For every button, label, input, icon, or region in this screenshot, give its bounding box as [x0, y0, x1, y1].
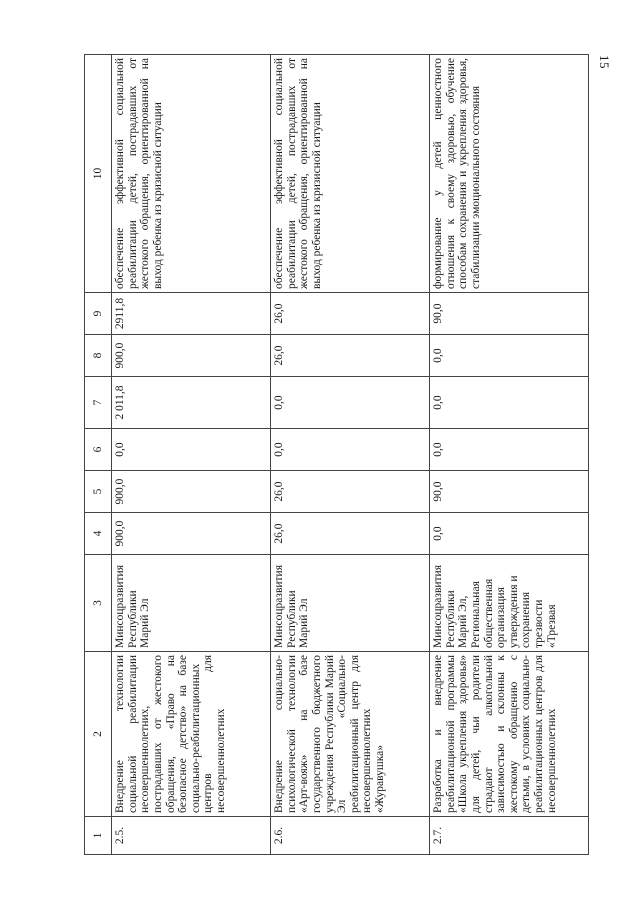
expected-result: формирование у детей ценностного отношения к своему здоровью, обучение способам сохранения и укрепления здоровья, стабилизации эмоционального состояния	[430, 55, 589, 293]
column-header: 2	[85, 652, 112, 817]
executor: Минсоцразвития Республики Марий Эл	[112, 555, 271, 652]
column-header: 6	[85, 429, 112, 471]
program-table	[84, 54, 589, 855]
column-header: 1	[85, 817, 112, 855]
measure-description: Внедрение социально-психологической технологии «Арт-вояж» на базе государственного бюджетного учреждения Республики Марий Эл «Социально-реабилитационный центр для несовершеннолетних «Журавушка»	[271, 652, 430, 817]
value-cell: 0,0	[112, 429, 271, 471]
table-row	[430, 55, 589, 855]
value-cell: 900,0	[112, 335, 271, 377]
header-row	[85, 55, 112, 855]
value-cell: 0,0	[271, 429, 430, 471]
value-cell: 0,0	[430, 335, 589, 377]
measure-description: Внедрение технологии социальной реабилитации несовершеннолетних, пострадавших от жестокого обращения, «Право на безопасное детство» на базе социально-реабилитационных центров для несовершеннолетних	[112, 652, 271, 817]
column-header: 7	[85, 377, 112, 429]
row-number: 2.7.	[430, 817, 589, 855]
expected-result: обеспечение эффективной социальной реабилитации детей, пострадавших от жестокого обращения, ориентированной на выход ребенка из кризисной ситуации	[271, 55, 430, 293]
value-cell: 900,0	[112, 513, 271, 555]
value-cell: 26,0	[271, 293, 430, 335]
expected-result: обеспечение эффективной социальной реабилитации детей, пострадавших от жестокого обращения, ориентированной на выход ребенка из кризисной ситуации	[112, 55, 271, 293]
value-cell: 26,0	[271, 335, 430, 377]
executor: Минсоцразвития Республики Марий Эл, Региональная общественная организация утверждения и сохранения трезвости «Трезвая	[430, 555, 589, 652]
column-header: 4	[85, 513, 112, 555]
table-row	[112, 55, 271, 855]
value-cell: 0,0	[430, 377, 589, 429]
row-number: 2.5.	[112, 817, 271, 855]
column-header: 3	[85, 555, 112, 652]
table-row	[271, 55, 430, 855]
value-cell: 0,0	[430, 513, 589, 555]
row-number: 2.6.	[271, 817, 430, 855]
value-cell: 90,0	[430, 293, 589, 335]
value-cell: 900,0	[112, 471, 271, 513]
column-header: 8	[85, 335, 112, 377]
measure-description: Разработка и внедрение реабилитационной программы «Школа укрепления здоровья» для детей, чьи родители страдают алкогольной зависимостью и склонны к жестокому обращению с детьми, в условиях социально-реабилитационных центров для несовершеннолетних	[430, 652, 589, 817]
value-cell: 0,0	[430, 429, 589, 471]
column-header: 10	[85, 55, 112, 293]
value-cell: 0,0	[271, 377, 430, 429]
value-cell: 26,0	[271, 513, 430, 555]
value-cell: 90,0	[430, 471, 589, 513]
value-cell: 26,0	[271, 471, 430, 513]
value-cell: 2911,8	[112, 293, 271, 335]
value-cell: 2 011,8	[112, 377, 271, 429]
rotated-table-container	[84, 55, 594, 855]
column-header: 9	[85, 293, 112, 335]
page-number: 15	[597, 55, 612, 69]
executor: Минсоцразвития Республики Марий Эл	[271, 555, 430, 652]
column-header: 5	[85, 471, 112, 513]
